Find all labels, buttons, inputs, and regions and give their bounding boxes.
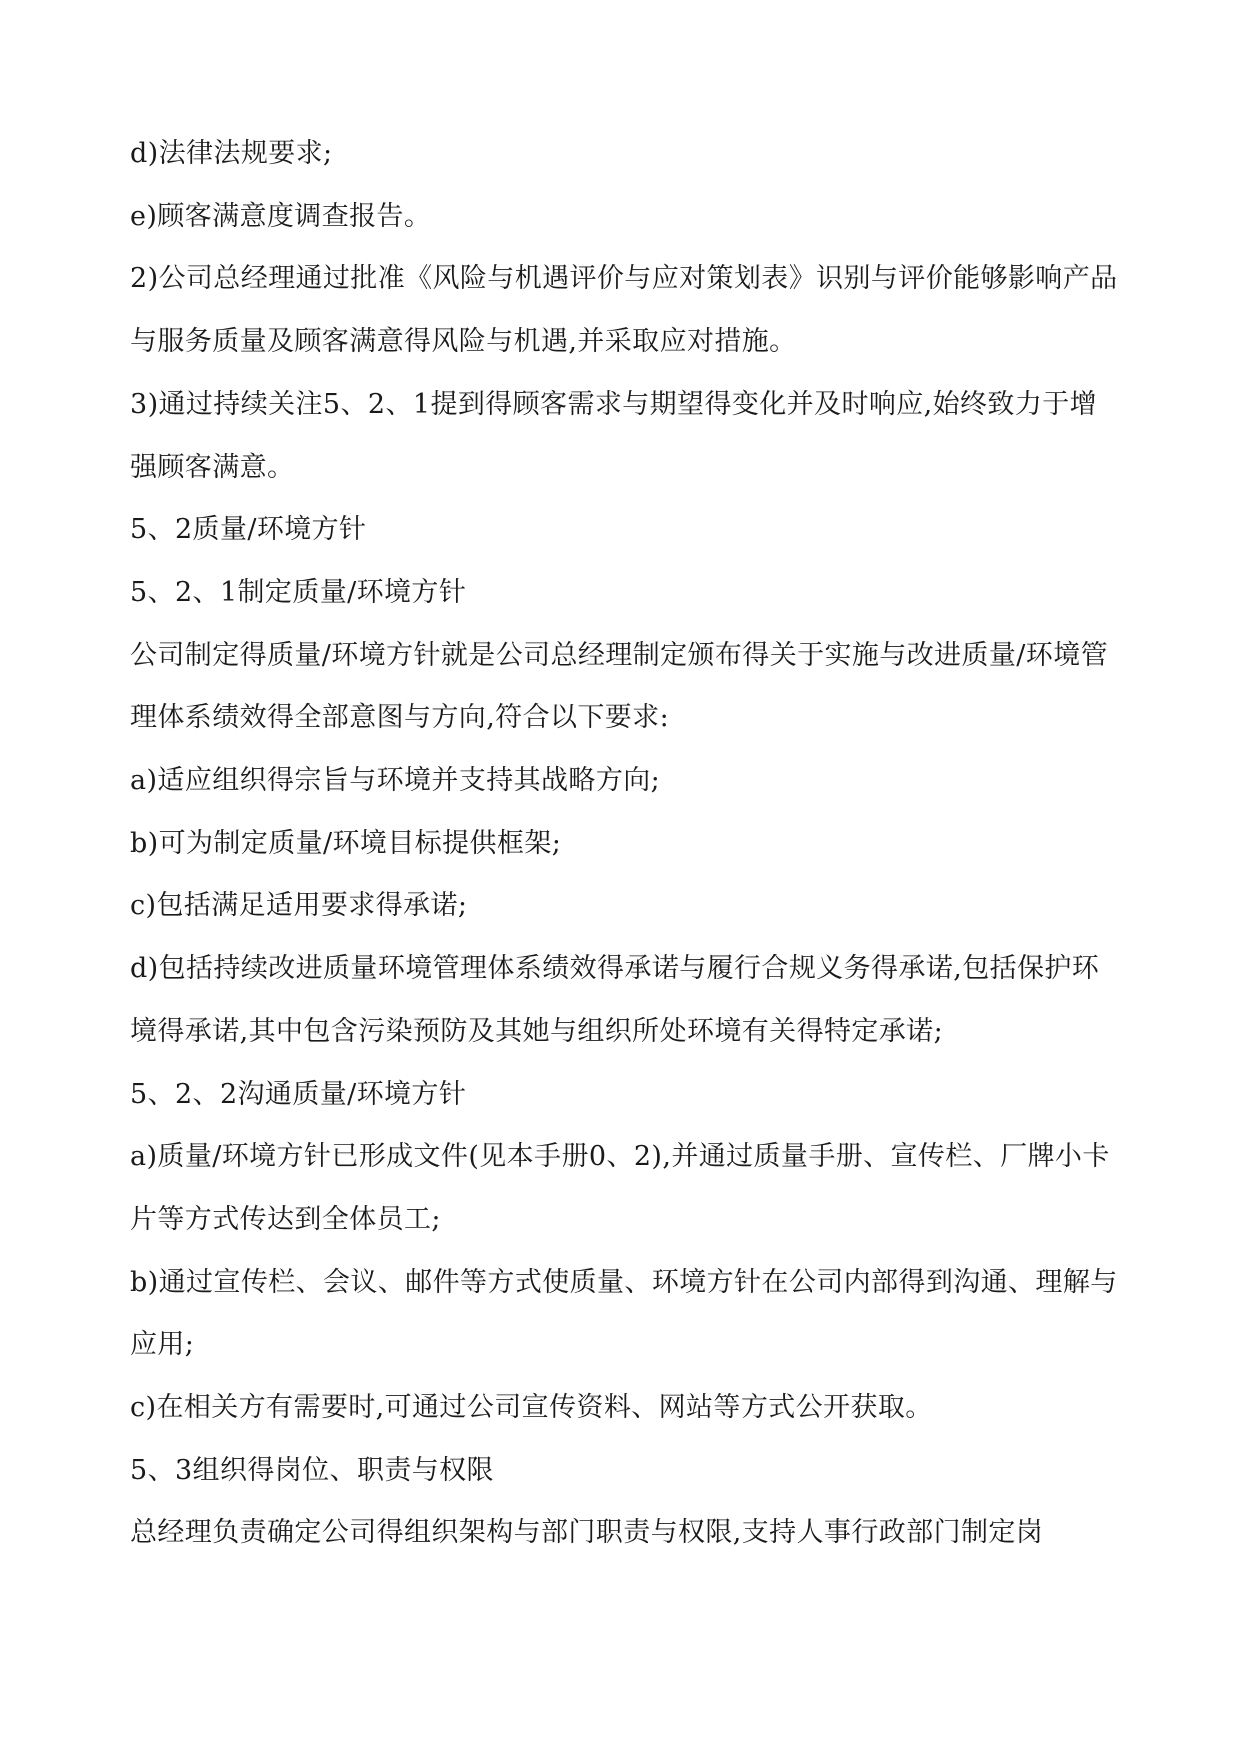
- paragraph-customer-focus: 3)通过持续关注5、2、1提到得顾客需求与期望得变化并及时响应,始终致力于增强顾客满意。: [130, 388, 1098, 483]
- paragraph-policy-definition: 公司制定得质量/环境方针就是公司总经理制定颁布得关于实施与改进质量/环境管理体系绩效得全部意图与方向,符合以下要求:: [130, 639, 1108, 734]
- paragraph-legal-requirements: d)法律法规要求;: [130, 138, 333, 169]
- heading-5-2: 5、2质量/环境方针: [130, 514, 367, 546]
- paragraph-customer-survey: e)顾客满意度调查报告。: [130, 200, 432, 232]
- list-item-b: b)可为制定质量/环境目标提供框架;: [130, 827, 562, 859]
- paragraph-risk-opportunity: 2)公司总经理通过批准《风险与机遇评价与应对策划表》识别与评价能够影响产品与服务质量及顾客满意得风险与机遇,并采取应对措施。: [130, 263, 1118, 358]
- list-item-communication-b: b)通过宣传栏、会议、邮件等方式使质量、环境方针在公司内部得到沟通、理解与应用;: [130, 1266, 1118, 1361]
- paragraph-roles-responsibilities: 总经理负责确定公司得组织架构与部门职责与权限,支持人事行政部门制定岗: [130, 1517, 1044, 1549]
- list-item-a: a)适应组织得宗旨与环境并支持其战略方向;: [130, 765, 661, 797]
- list-item-d: d)包括持续改进质量环境管理体系绩效得承诺与履行合规义务得承诺,包括保护环境得承诺,其中包含污染预防及其她与组织所处环境有关得特定承诺;: [130, 953, 1100, 1047]
- heading-5-3: 5、3组织得岗位、职责与权限: [130, 1454, 494, 1486]
- list-item-communication-c: c)在相关方有需要时,可通过公司宣传资料、网站等方式公开获取。: [130, 1392, 933, 1424]
- list-item-communication-a: a)质量/环境方针已形成文件(见本手册0、2),并通过质量手册、宣传栏、厂牌小卡片等方式传达到全体员工;: [130, 1141, 1110, 1235]
- list-item-c: c)包括满足适用要求得承诺;: [130, 890, 468, 922]
- heading-5-2-1: 5、2、1制定质量/环境方针: [130, 576, 467, 608]
- heading-5-2-2: 5、2、2沟通质量/环境方针: [130, 1078, 467, 1110]
- document-body: [130, 123, 1120, 1565]
